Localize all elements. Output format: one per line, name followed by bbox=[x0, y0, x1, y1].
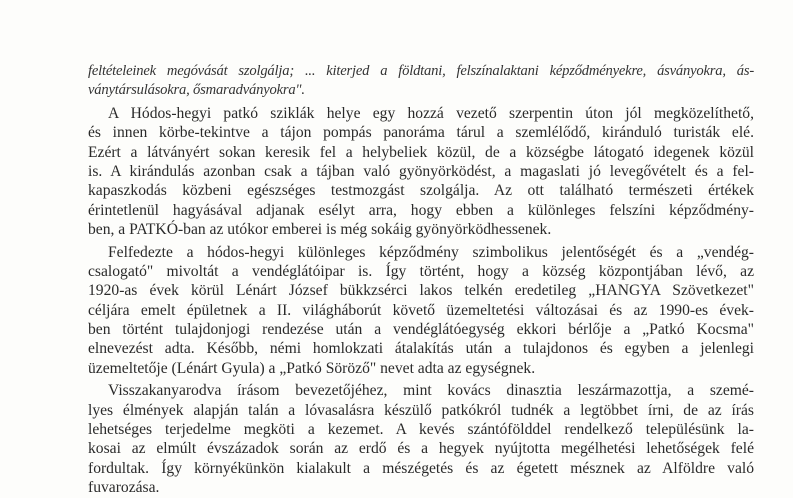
text-line: kosai az elmúlt évszázadok során az erdő és a hegyek nyújtotta megélhetési lehetőségek felé bbox=[88, 440, 754, 458]
text-line: fordultak. Így környékünkön kialakult a mészégetés és az égetett mésznek az Alföldre való bbox=[88, 459, 754, 477]
text-line: 1920-as évek körül Lénárt József bükkzsérci lakos telkén eredetileg „HANGYA Szövetkezet" bbox=[88, 282, 754, 300]
text-line: lehetséges terjedelme megköti a kezemet. A kevés szántófölddel rendelkező településünk la- bbox=[88, 421, 754, 439]
text-line: Felfedezte a hódos-hegyi különleges képződmény szimbolikus jelentőségét és a „vendég- bbox=[108, 243, 754, 261]
text-line: csalogató" mivoltát a vendéglátóipar is. Így történt, hogy a község központjában lévő, az bbox=[88, 262, 754, 280]
text-line: Visszakanyarodva írásom bevezetőjéhez, mint kovács dinasztia leszármazottja, a szemé- bbox=[108, 382, 754, 400]
text-line: elnevezést adta. Később, némi homlokzati átalakítás után a tulajdonos és egyben a jelenlegi bbox=[88, 340, 754, 358]
text-line: fuvarozása. bbox=[88, 479, 160, 497]
text-line: érintetlenül hagyásával adjanak esélyt arra, hogy ebben a különleges felszíni képződmény- bbox=[88, 201, 754, 219]
text-line: ben történt tulajdonjogi rendezése után a vendéglátóegység ekkori bérlője a „Patkó Kocsma" bbox=[88, 321, 754, 339]
text-line: céljára emelt épületnek a II. világháborút követő üzemeltetési változásai és az 1990-es évek- bbox=[88, 301, 754, 319]
quote-line: ványtársulásokra, ősmaradványokra". bbox=[88, 82, 305, 99]
document-page bbox=[88, 62, 754, 498]
paragraph-1 bbox=[88, 104, 754, 240]
paragraph-2 bbox=[88, 243, 754, 379]
text-line: üzemeltetője (Lénárt Gyula) a „Patkó Söröző" nevet adta az egységnek. bbox=[88, 359, 536, 377]
text-line: és innen körbe-tekintve a tájon pompás panoráma tárul a szemlélődő, kiránduló turisták elé. bbox=[88, 124, 754, 142]
text-line: A Hódos-hegyi patkó sziklák helye egy hozzá vezető szerpentin úton jól megközelíthető, bbox=[108, 104, 754, 122]
text-line: lyes élmények alapján talán a lóvasalásra készülő patkókról tudnék a legtöbbet írni, de az írás bbox=[88, 401, 754, 419]
quote-line: feltételeinek megóvását szolgálja; ... kiterjed a földtani, felszínalaktani képződményekre, ásványokra, ás- bbox=[88, 63, 754, 79]
text-line: kapaszkodás közbeni egészséges testmozgást szolgálja. Az ott található természeti értékek bbox=[88, 182, 754, 200]
text-line: Ezért a látványért sokan keresik fel a helybeliek közül, de a községbe látogató idegenek közül bbox=[88, 143, 754, 161]
text-line: ben, a PATKÓ-ban az utókor emberei is még sokáig gyönyörködhessenek. bbox=[88, 221, 552, 239]
text-line: is. A kirándulás azonban csak a tájban való gyönyörködést, a magaslati jó levegővételt és a fel- bbox=[88, 162, 754, 180]
paragraph-3 bbox=[88, 381, 754, 497]
quote-block bbox=[88, 62, 754, 101]
